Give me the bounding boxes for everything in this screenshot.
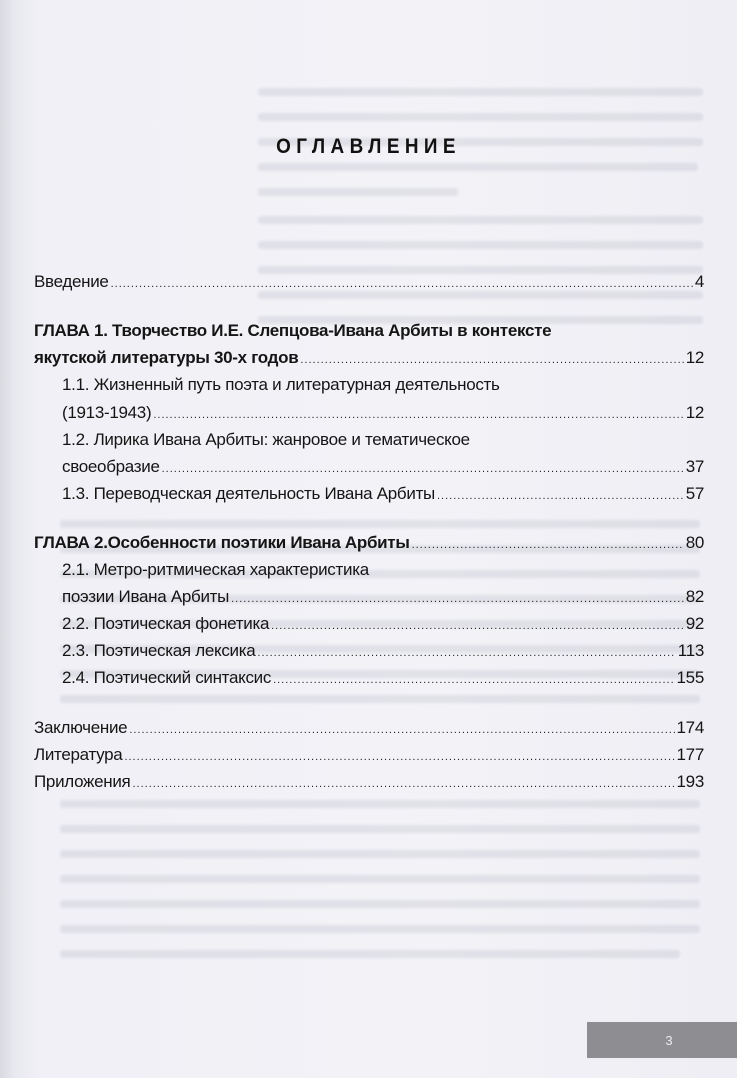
toc-chapter1-title-line1[interactable]: ГЛАВА 1. Творчество И.Е. Слепцова-Ивана Арбиты в контексте [34,321,552,340]
toc-entry-page: 12 [685,403,704,422]
toc-leader-dots [153,409,683,421]
toc-entry-section-2-2[interactable] [62,614,704,634]
toc-entry-label: 2.3. Поэтическая лексика [62,641,256,660]
toc-entry-label: якутской литературы 30-х годов [34,348,299,367]
toc-leader-dots [111,278,693,290]
toc-leader-dots [162,463,684,475]
toc-entry-label: Литература [34,745,123,764]
toc-leader-dots [300,354,683,366]
toc-entry-intro[interactable] [34,272,704,292]
toc-leader-dots [271,620,684,632]
toc-entry-page: 177 [676,745,704,764]
page-title: ОГЛАВЛЕНИЕ [276,135,461,158]
toc-leader-dots [437,490,684,502]
toc-entry-label: ГЛАВА 2.Особенности поэтики Ивана Арбиты [34,533,410,552]
toc-section-1-2-line1[interactable]: 1.2. Лирика Ивана Арбиты: жанровое и тематическое [62,430,470,449]
toc-entry-section-1-3[interactable] [62,484,704,504]
toc-entry-page: 12 [685,348,704,367]
toc-entry-label: 2.2. Поэтическая фонетика [62,614,270,633]
toc-section-1-1-line1[interactable]: 1.1. Жизненный путь поэта и литературная деятельность [62,375,500,394]
toc-entry-conclusion[interactable] [34,718,704,738]
toc-entry-chapter2[interactable] [34,533,704,553]
toc-entry-section-2-4[interactable] [62,668,704,688]
toc-entry-section-2-3[interactable] [62,641,704,661]
toc-leader-dots [412,539,684,551]
toc-entry-page: 92 [685,614,704,633]
toc-leader-dots [129,724,674,736]
toc-entry-label: поэзии Ивана Арбиты [62,587,230,606]
toc-section-2-1-line1[interactable]: 2.1. Метро-ритмическая характеристика [62,560,369,579]
toc-leader-dots [257,647,675,659]
toc-entry-label: Приложения [34,772,131,791]
toc-entry-label: (1913-1943) [62,403,152,422]
toc-entry-label: Введение [34,272,109,291]
toc-entry-page: 57 [685,484,704,503]
toc-entry-label: Заключение [34,718,128,737]
page-number-bar [587,1022,737,1058]
page-number: 3 [665,1032,673,1048]
toc-entry-appendices[interactable] [34,772,704,792]
toc-entry-label: 2.4. Поэтический синтаксис [62,668,272,687]
toc-leader-dots [231,593,684,605]
toc-entry-label: своеобразие [62,457,160,476]
toc-entry-page: 155 [676,668,704,687]
toc-entry-page: 193 [676,772,704,791]
toc-entry-page: 82 [685,587,704,606]
toc-leader-dots [132,778,674,790]
toc-entry-page: 113 [677,641,704,660]
toc-entry-section-1-1[interactable] [62,403,704,423]
toc-entry-page: 37 [685,457,704,476]
toc-entry-page: 80 [685,533,704,552]
toc-leader-dots [273,674,674,686]
toc-entry-label: 1.3. Переводческая деятельность Ивана Арбиты [62,484,435,503]
toc-entry-literature[interactable] [34,745,704,765]
toc-entry-section-1-2[interactable] [62,457,704,477]
toc-leader-dots [124,751,674,763]
toc-entry-section-2-1[interactable] [62,587,704,607]
toc-entry-page: 174 [676,718,704,737]
toc-entry-page: 4 [694,272,704,291]
toc-entry-chapter1[interactable] [34,348,704,368]
